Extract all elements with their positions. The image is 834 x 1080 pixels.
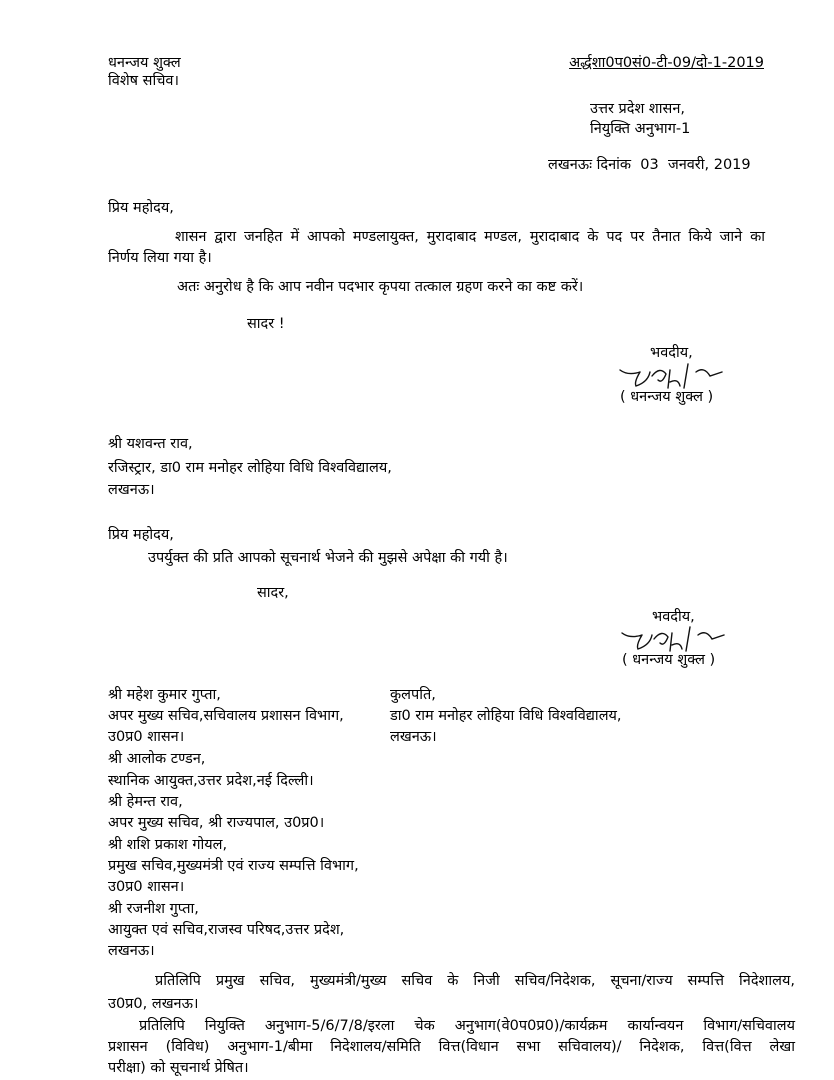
closing: सादर ! bbox=[247, 316, 285, 332]
list-item: अपर मुख्य सचिव,सचिवालय प्रशासन विभाग, bbox=[108, 708, 344, 724]
recipient-name: श्री यशवन्त राव, bbox=[108, 436, 193, 452]
place-date: लखनऊः दिनांक 03 जनवरी, 2019 bbox=[548, 157, 751, 173]
salutation: प्रिय महोदय, bbox=[108, 200, 174, 216]
yours-faithfully: भवदीय, bbox=[650, 345, 693, 361]
yours-faithfully-2: भवदीय, bbox=[652, 609, 695, 625]
list-item: लखनऊ। bbox=[390, 729, 437, 745]
signatory-name: ( धनन्जय शुक्ल ) bbox=[620, 389, 714, 405]
copy-forward-line: प्रतिलिपि प्रमुख सचिव, मुख्यमंत्री/मुख्य सचिव के निजी सचिव/निदेशक, सूचना/राज्य सम्पत्ति निदेशालय, bbox=[155, 973, 795, 989]
government-name: उत्तर प्रदेश शासन, bbox=[590, 101, 685, 117]
sender-title: विशेष सचिव। bbox=[108, 73, 179, 89]
closing-2: सादर, bbox=[257, 585, 289, 601]
copy-forward-line: प्रशासन (विविध) अनुभाग-1/बीमा निदेशालय/समिति वित्त(विधान सभा सचिवालय)/ निदेशक, वित्त(वित्त लेखा bbox=[108, 1039, 795, 1055]
file-number: अर्द्धशा0प0सं0-टी-09/दो-1-2019 bbox=[569, 55, 764, 71]
list-item: प्रमुख सचिव,मुख्यमंत्री एवं राज्य सम्पत्ति विभाग, bbox=[108, 858, 359, 874]
forwarding-text: उपर्युक्त की प्रति आपको सूचनार्थ भेजने की मुझसे अपेक्षा की गयी है। bbox=[148, 550, 508, 566]
section-name: नियुक्ति अनुभाग-1 bbox=[590, 121, 691, 137]
list-item: डा0 राम मनोहर लोहिया विधि विश्वविद्यालय, bbox=[390, 708, 622, 724]
signatory-name-2: ( धनन्जय शुक्ल ) bbox=[622, 652, 716, 668]
list-item: श्री महेश कुमार गुप्ता, bbox=[108, 687, 221, 703]
request-line: अतः अनुरोध है कि आप नवीन पदभार कृपया तत्काल ग्रहण करने का कष्ट करें। bbox=[177, 279, 584, 295]
list-item: कुलपति, bbox=[390, 687, 436, 703]
recipient-city: लखनऊ। bbox=[108, 482, 155, 498]
sender-name: धनन्जय शुक्ल bbox=[108, 55, 181, 71]
body-paragraph-line: निर्णय लिया गया है। bbox=[108, 250, 212, 266]
list-item: लखनऊ। bbox=[108, 943, 155, 959]
list-item: उ0प्र0 शासन। bbox=[108, 879, 185, 895]
list-item: स्थानिक आयुक्त,उत्तर प्रदेश,नई दिल्ली। bbox=[108, 773, 314, 789]
copy-forward-line: उ0प्र0, लखनऊ। bbox=[108, 996, 199, 1012]
list-item: श्री हेमन्त राव, bbox=[108, 794, 183, 810]
list-item: आयुक्त एवं सचिव,राजस्व परिषद,उत्तर प्रदेश, bbox=[108, 922, 345, 938]
list-item: श्री शशि प्रकाश गोयल, bbox=[108, 837, 228, 853]
copy-forward-line: परीक्षा) को सूचनार्थ प्रेषित। bbox=[108, 1060, 249, 1076]
list-item: श्री रजनीश गुप्ता, bbox=[108, 901, 199, 917]
list-item: उ0प्र0 शासन। bbox=[108, 729, 185, 745]
body-paragraph-line: शासन द्वारा जनहित में आपको मण्डलायुक्त, मुरादाबाद मण्डल, मुरादाबाद के पद पर तैनात किये जाने का bbox=[175, 229, 765, 245]
salutation-2: प्रिय महोदय, bbox=[108, 527, 174, 543]
recipient-designation: रजिस्ट्रार, डा0 राम मनोहर लोहिया विधि विश्वविद्यालय, bbox=[108, 460, 392, 476]
copy-forward-line: प्रतिलिपि नियुक्ति अनुभाग-5/6/7/8/इरला चेक अनुभाग(वे0प0प्र0)/कार्यक्रम कार्यान्वयन विभाग/सचिवालय bbox=[139, 1018, 795, 1034]
list-item: श्री आलोक टण्डन, bbox=[108, 751, 206, 767]
list-item: अपर मुख्य सचिव, श्री राज्यपाल, उ0प्र0। bbox=[108, 815, 325, 831]
